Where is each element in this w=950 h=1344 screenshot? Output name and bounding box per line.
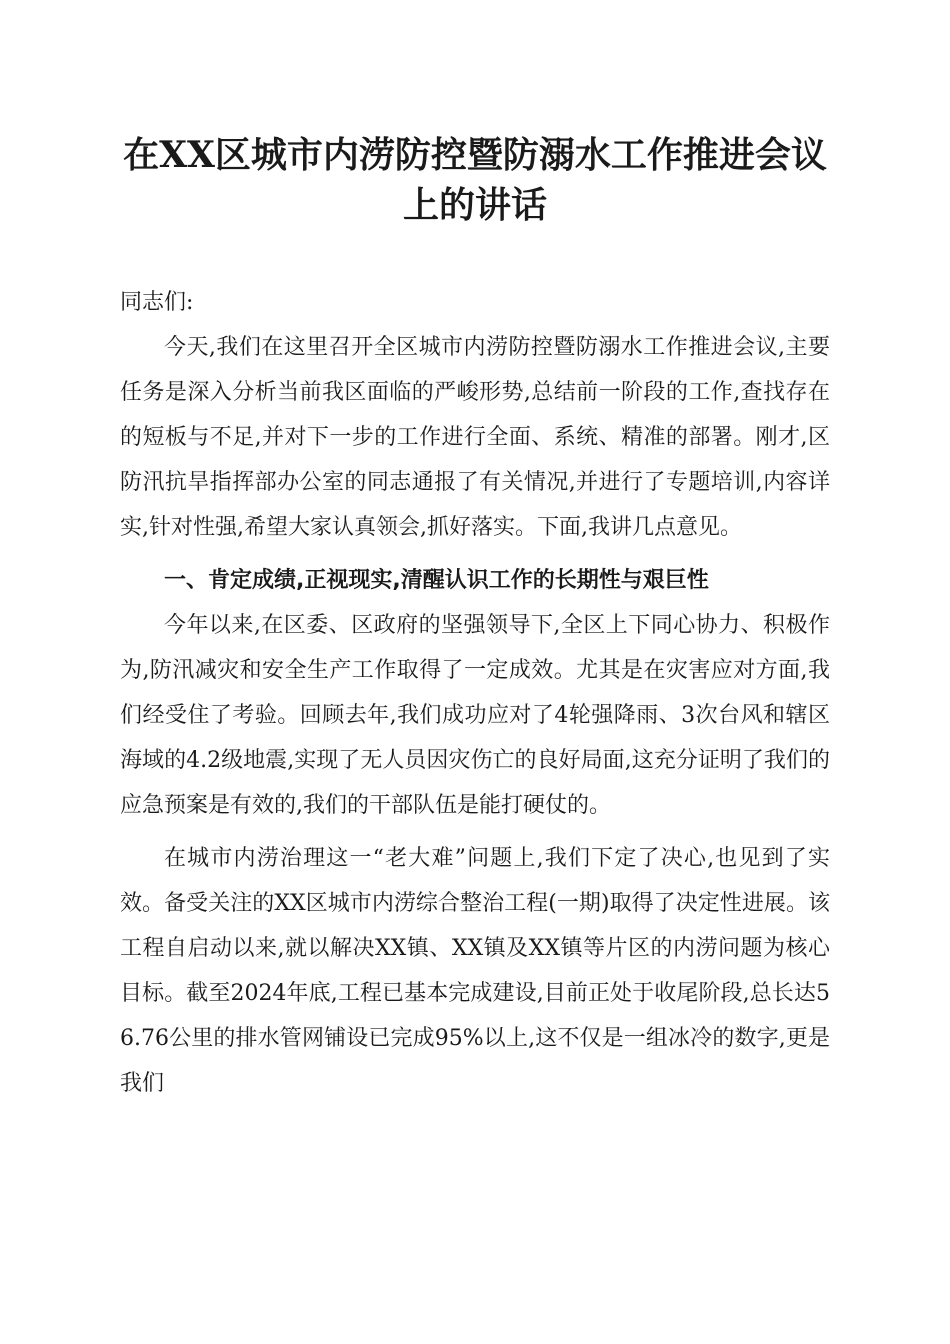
document-title [120,130,830,230]
title-line-2: 上的讲话 [402,184,547,226]
title-line-1: 在XX区城市内涝防控暨防溺水工作推进会议 [123,134,827,176]
salutation: 同志们: [120,290,194,315]
section-paragraph-1: 今年以来,在区委、区政府的坚强领导下,全区上下同心协力、积极作为,防汛减灾和安全生产工作取得了一定成效。尤其是在灾害应对方面,我们经受住了考验。回顾去年,我们成功应对了4轮强降雨、3次台风和辖区海域的4.2级地震,实现了无人员因灾伤亡的良好局面,这充分证明了我们的应急预案是有效的,我们的干部队伍是能打硬仗的。 [120,613,830,818]
opening-paragraph: 今天,我们在这里召开全区城市内涝防控暨防溺水工作推进会议,主要任务是深入分析当前我区面临的严峻形势,总结前一阶段的工作,查找存在的短板与不足,并对下一步的工作进行全面、系统、精准的部署。刚才,区防汛抗旱指挥部办公室的同志通报了有关情况,并进行了专题培训,内容详实,针对性强,希望大家认真领会,抓好落实。下面,我讲几点意见。 [120,335,830,540]
document-page [120,130,830,1106]
section-paragraph-2: 在城市内涝治理这一“老大难”问题上,我们下定了决心,也见到了实效。备受关注的XX区城市内涝综合整治工程(一期)取得了决定性进展。该工程自启动以来,就以解决XX镇、XX镇及XX镇等片区的内涝问题为核心目标。截至2024年底,工程已基本完成建设,目前正处于收尾阶段,总长达56.76公里的排水管网铺设已完成95%以上,这不仅是一组冰冷的数字,更是我们 [120,846,830,1096]
section-heading: 一、肯定成绩,正视现实,清醒认识工作的长期性与艰巨性 [164,568,709,593]
